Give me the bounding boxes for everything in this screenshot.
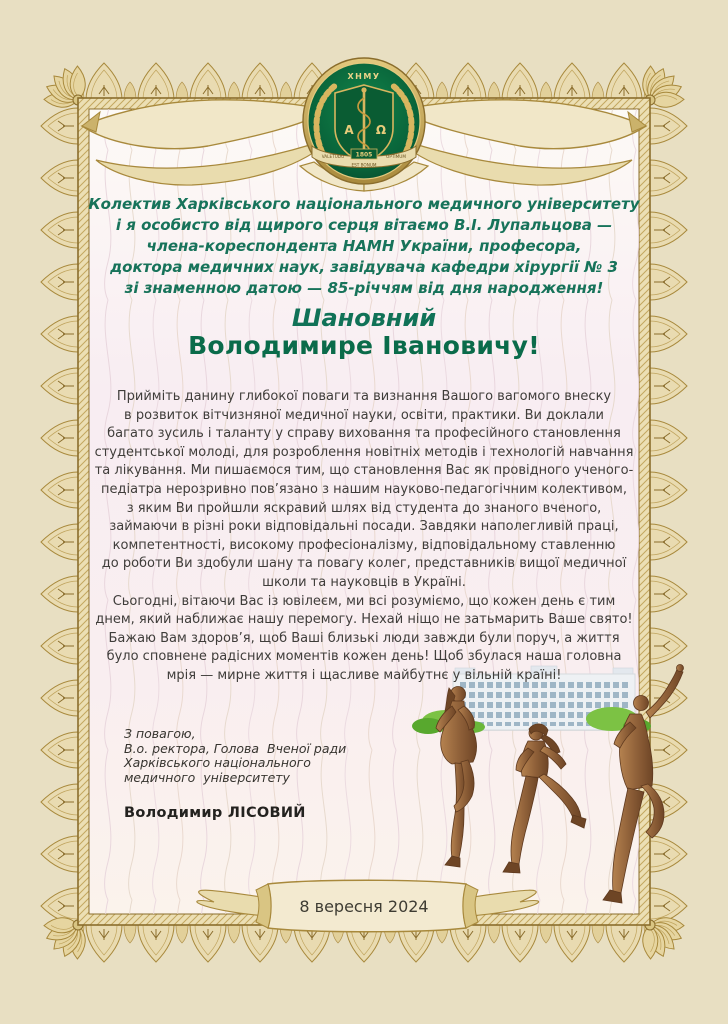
text-line: компетентності, високому професіоналізму, відповідальному ставленню (112, 537, 616, 553)
text-line: Прийміть данину глибокої поваги та визнання Вашого вагомого внеску (116, 389, 612, 404)
date-label: 8 вересня 2024 (299, 897, 429, 916)
text-line: і я особисто від щирого серця вітаємо В.І. Лупальцова — (115, 216, 613, 234)
salutation-line1: Шановний (291, 304, 437, 332)
text-line: займаючи в різні роки відповідальні посади. Завдяки наполегливій праці, (109, 519, 619, 535)
text-line: до роботи Ви здобули шану та повагу колег, представників вищої медичної (101, 556, 627, 572)
text-line: було сповнене радісних моментів кожен день! Щоб збулася наша головна (106, 649, 622, 665)
signature-name: Володимир ЛІСОВИЙ (124, 805, 306, 821)
text-line: з яким Ви пройшли яскравий шлях від студента до знаного вченого, (126, 500, 602, 516)
intro-paragraph (88, 194, 640, 299)
text-line: та лікування. Ми пишаємося тим, що становлення Вас як провідного ученого- (94, 463, 634, 479)
text-line: В.о. ректора, Голова Вченої ради (124, 740, 347, 756)
emblem-motto-left: VALETUDO (321, 154, 345, 159)
text-line: З повагою, (124, 726, 196, 741)
text-line: зі знаменною датою — 85-річчям від дня народження! (124, 279, 604, 297)
text-line: Колектив Харківського національного медичного університету (88, 195, 640, 213)
emblem-omega: Ω (375, 123, 387, 137)
text-line: медичного університету (124, 769, 290, 785)
emblem-alpha: Α (344, 123, 354, 137)
text-line: члена-кореспондента НАМН України, професора, (146, 237, 582, 255)
text-line: днем, який наближає нашу перемогу. Нехай ніщо не затьмарить Ваше свято! (95, 612, 633, 628)
emblem-motto-right: OPTIMUM (386, 154, 406, 159)
text-line: доктора медичних наук, завідувача кафедри хірургії № 3 (110, 258, 618, 276)
text-line: Бажаю Вам здоров’я, щоб Ваші близькі люди завжди були поруч, а життя (108, 630, 620, 646)
university-emblem-icon (303, 58, 425, 184)
signature-block (124, 727, 346, 785)
emblem-org-abbr: ХНМУ (347, 72, 381, 81)
text-line: багато зусиль і таланту у справу виховання та професійного становлення (107, 426, 621, 442)
text-line: Сьогодні, вітаючи Вас із ювілеєм, ми всі розуміємо, що кожен день є тим (112, 593, 616, 609)
body-text (88, 388, 640, 686)
text-line: школи та науковців в Україні. (262, 574, 466, 590)
salutation-line2: Володимире Івановичу! (188, 331, 540, 360)
emblem-year: 1805 (355, 151, 373, 159)
text-line: мрія — мирне життя і щасливе майбутнє у вільній країні! (166, 667, 562, 683)
emblem-motto-center: EST BONUM (351, 162, 377, 168)
text-line: педіатра нерозривно пов’язано з нашим науково-педагогічним колективом, (101, 481, 627, 497)
text-line: Харківського національного (124, 755, 311, 770)
text-line: студентської молоді, для розроблення новітніх методів і технологій навчання (94, 444, 634, 460)
text-line: в розвиток вітчизняної медичної науки, освіти, практики. Ви доклали (124, 407, 604, 423)
